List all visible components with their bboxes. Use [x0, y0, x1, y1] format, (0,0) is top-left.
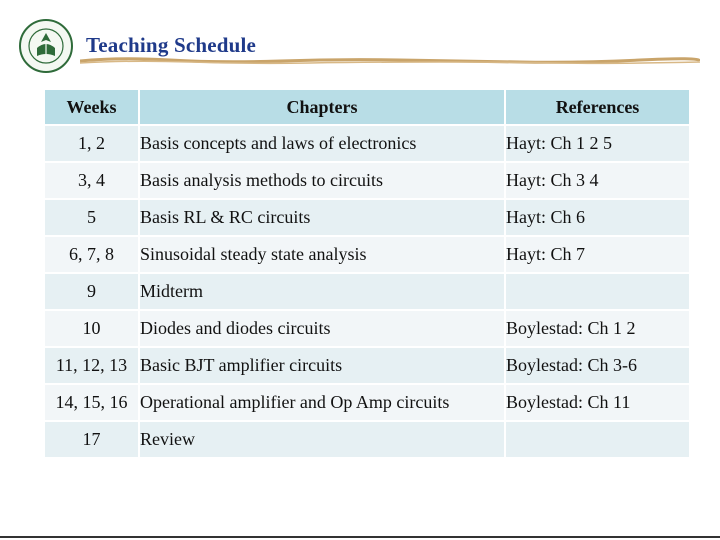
page-title: Teaching Schedule	[86, 33, 257, 57]
weeks-cell: 9	[45, 274, 138, 309]
reference-cell: Hayt: Ch 7	[506, 237, 689, 272]
reference-cell: Boylestad: Ch 1 2	[506, 311, 689, 346]
table-row	[45, 200, 689, 235]
title-underline	[80, 56, 700, 66]
chapter-cell: Diodes and diodes circuits	[140, 311, 504, 346]
chapter-cell: Basis concepts and laws of electronics	[140, 126, 504, 161]
weeks-cell: 10	[45, 311, 138, 346]
chapter-cell: Basis analysis methods to circuits	[140, 163, 504, 198]
footer-divider	[0, 536, 720, 538]
reference-cell	[506, 422, 689, 457]
chapter-cell: Midterm	[140, 274, 504, 309]
university-logo	[18, 18, 74, 74]
weeks-cell: 3, 4	[45, 163, 138, 198]
table-row	[45, 311, 689, 346]
reference-cell: Hayt: Ch 3 4	[506, 163, 689, 198]
chapter-cell: Operational amplifier and Op Amp circuits	[140, 385, 504, 420]
weeks-cell: 6, 7, 8	[45, 237, 138, 272]
weeks-cell: 5	[45, 200, 138, 235]
reference-cell: Hayt: Ch 6	[506, 200, 689, 235]
table-row	[45, 274, 689, 309]
column-header-chapters: Chapters	[140, 90, 504, 124]
table-row	[45, 348, 689, 383]
chapter-cell: Sinusoidal steady state analysis	[140, 237, 504, 272]
reference-cell: Boylestad: Ch 3-6	[506, 348, 689, 383]
chapter-cell: Review	[140, 422, 504, 457]
weeks-cell: 11, 12, 13	[45, 348, 138, 383]
reference-cell: Hayt: Ch 1 2 5	[506, 126, 689, 161]
table-header-row	[45, 90, 689, 124]
weeks-cell: 17	[45, 422, 138, 457]
table-row	[45, 237, 689, 272]
chapter-cell: Basis RL & RC circuits	[140, 200, 504, 235]
table-row	[45, 422, 689, 457]
reference-cell: Boylestad: Ch 11	[506, 385, 689, 420]
weeks-cell: 14, 15, 16	[45, 385, 138, 420]
column-header-references: References	[506, 90, 689, 124]
table-row	[45, 163, 689, 198]
table-row	[45, 126, 689, 161]
reference-cell	[506, 274, 689, 309]
table-row	[45, 385, 689, 420]
teaching-schedule-table	[43, 88, 691, 459]
weeks-cell: 1, 2	[45, 126, 138, 161]
column-header-weeks: Weeks	[45, 90, 138, 124]
chapter-cell: Basic BJT amplifier circuits	[140, 348, 504, 383]
